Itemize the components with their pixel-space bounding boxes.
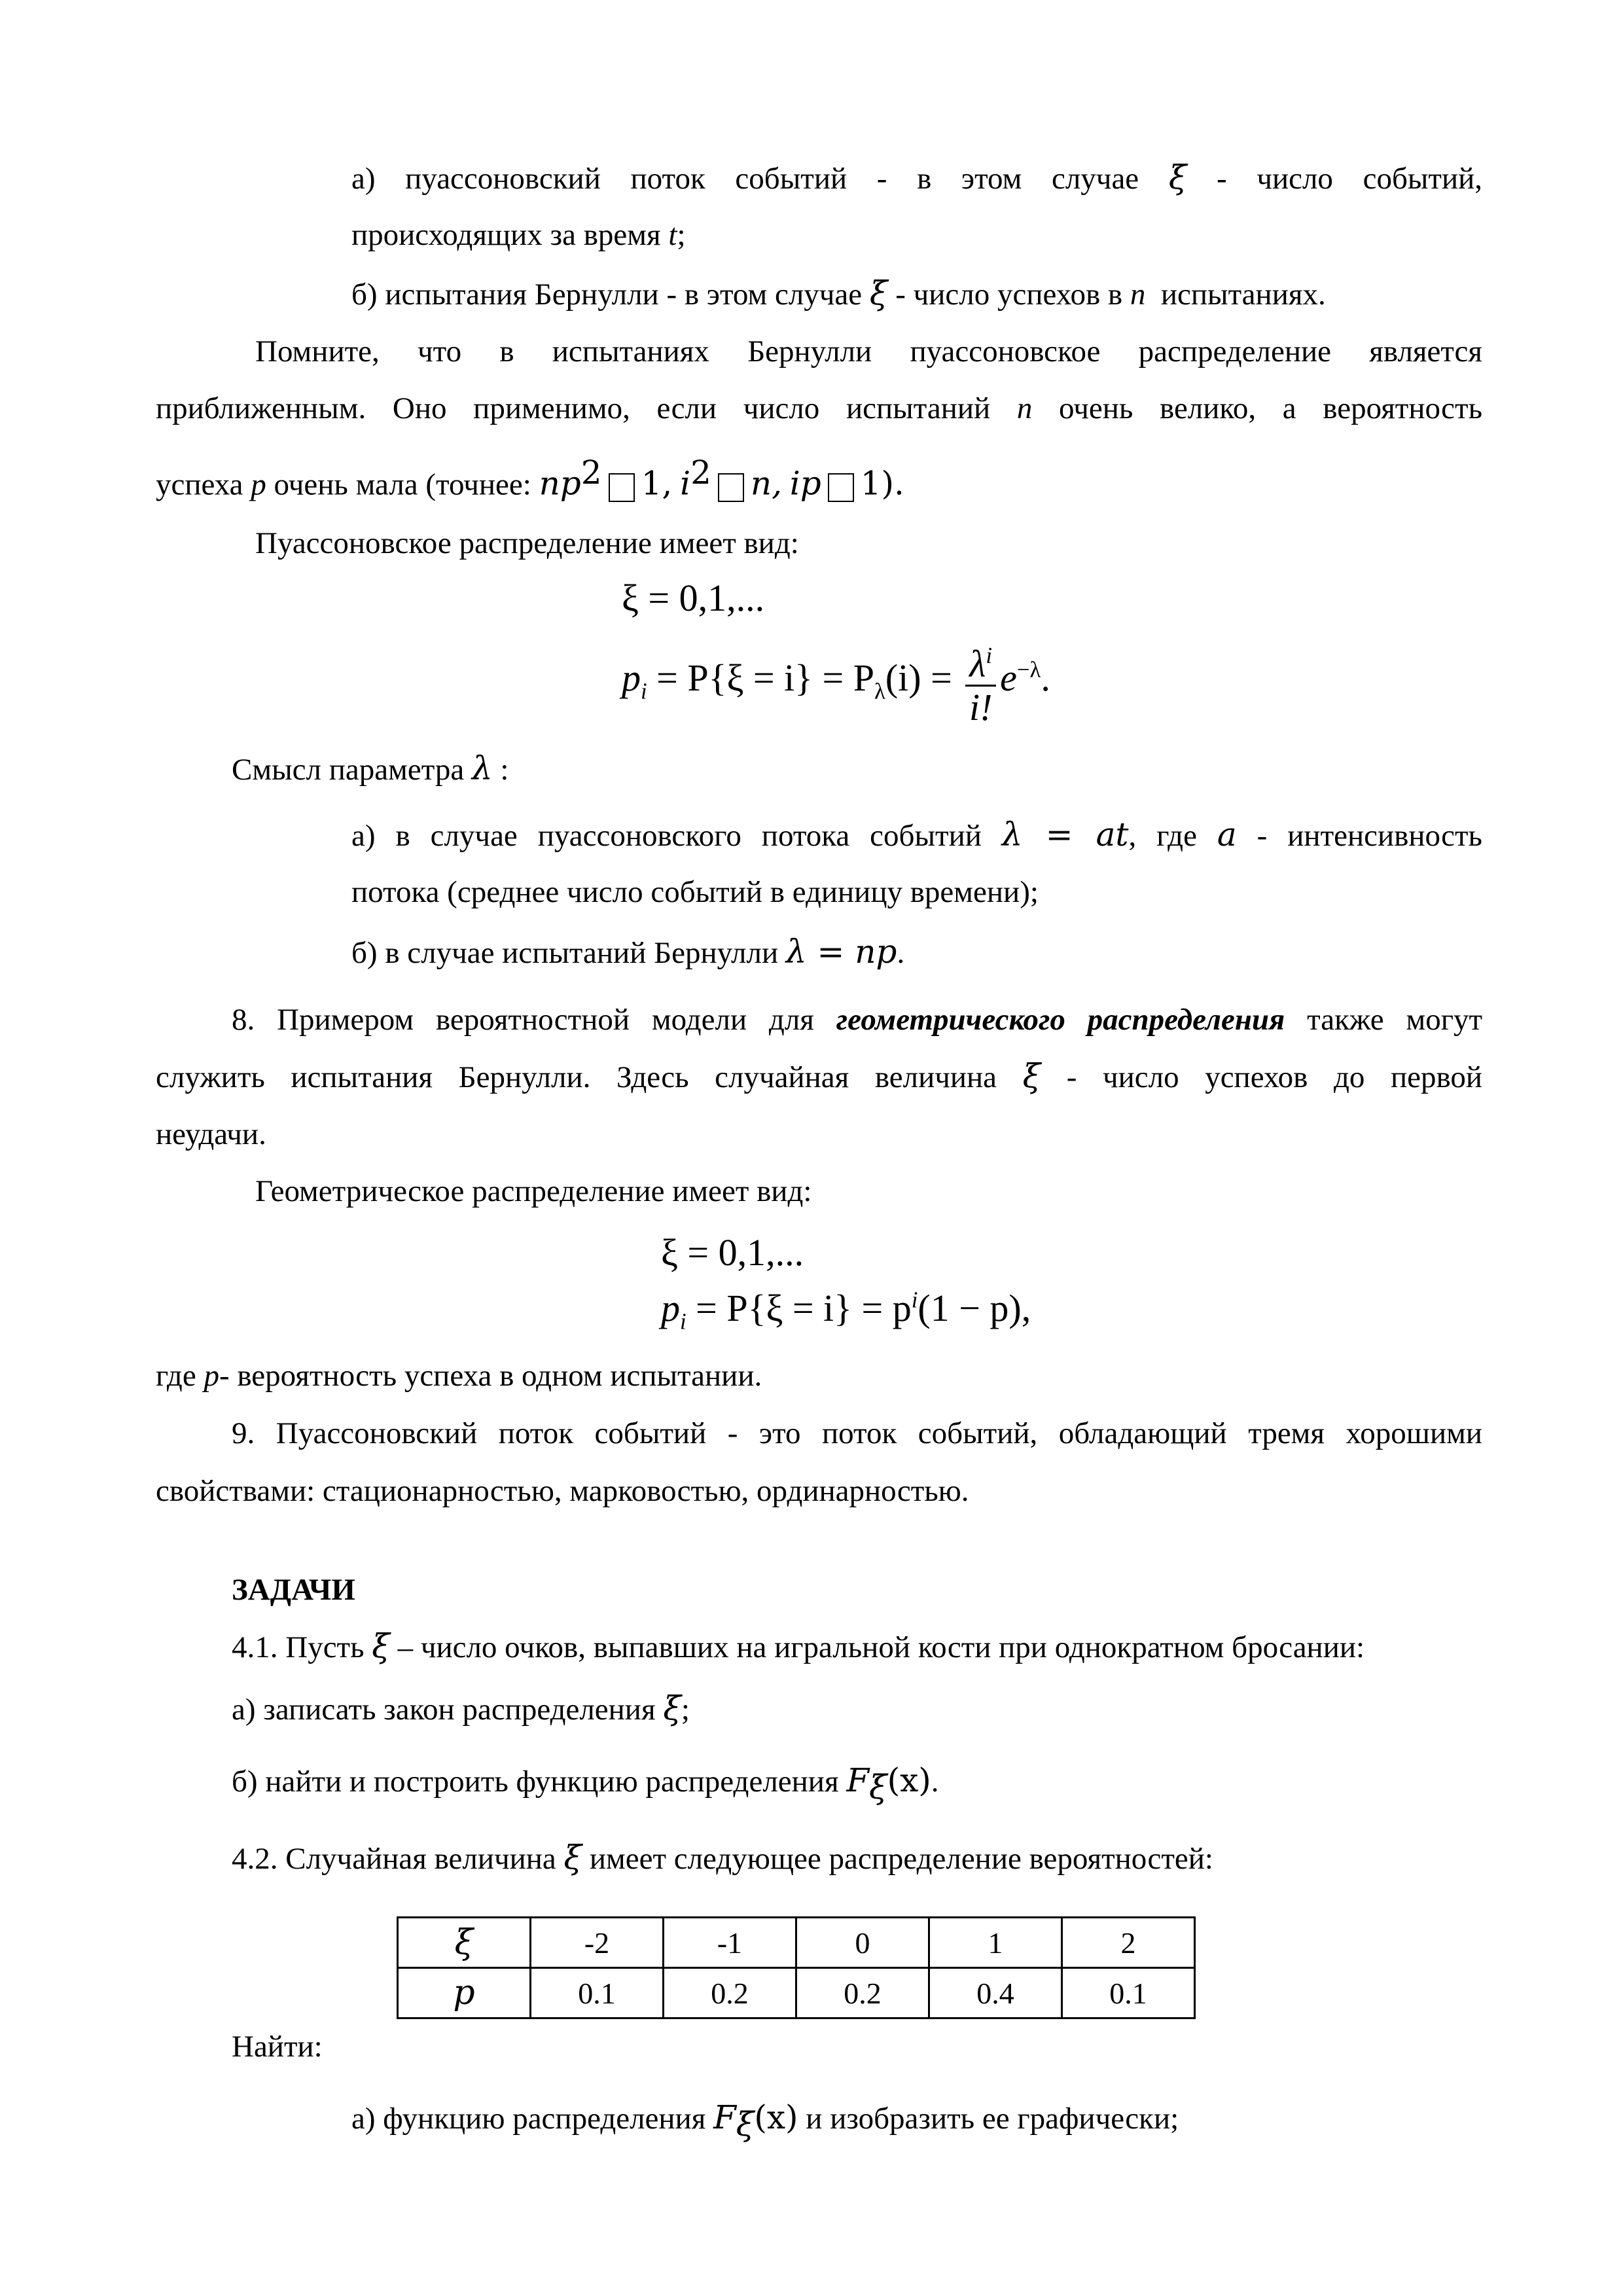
table-cell: 0.1 — [531, 1968, 664, 2018]
text: успеха — [156, 467, 243, 502]
paragraph-8-line1 — [232, 1000, 1482, 1039]
paragraph-9-line2 — [156, 1471, 969, 1511]
math-sub-xi: ξ — [736, 2105, 755, 2144]
xi-symbol: ξ — [372, 1627, 390, 1665]
math-sup: 2 — [580, 454, 602, 492]
xi-symbol: ξ — [563, 1839, 582, 1876]
math: 1). — [860, 464, 904, 503]
formula-lambda-at: λ = at — [1001, 816, 1129, 853]
math: (i) = — [885, 656, 952, 699]
table-cell: 0.2 — [796, 1968, 929, 2018]
var-n: n — [1130, 278, 1146, 312]
task-4-1-b — [232, 1761, 939, 1806]
paragraph-remember-line3 — [156, 453, 904, 505]
punct: . — [897, 936, 905, 970]
math-sub-i: i — [680, 1308, 687, 1335]
missing-glyph-icon — [828, 473, 854, 502]
text: Пуассоновское распределение имеет вид: — [255, 526, 799, 560]
text: 4.1. Пусть — [232, 1630, 365, 1664]
paragraph-8-line2 — [156, 1056, 1482, 1097]
text: Геометрическое распределение имеет вид: — [255, 1174, 812, 1208]
text: происходящих за время — [351, 218, 661, 252]
math: = P{ξ = i} = P — [656, 656, 874, 699]
math-np: np — [539, 464, 581, 503]
text: , где — [1128, 819, 1197, 853]
paragraph-remember-line1 — [255, 332, 1482, 371]
task-4-2-a — [351, 2098, 1179, 2144]
paragraph-poisson-flow-line1 — [351, 158, 1482, 198]
text: а) записать закон распределения — [232, 1693, 656, 1727]
text: а) в случае пуассоновского потока событий — [351, 819, 982, 853]
math-p: p — [661, 1287, 680, 1329]
table-header-p: p — [398, 1968, 531, 2018]
text: где — [156, 1359, 196, 1393]
formula-poisson — [622, 635, 1050, 728]
math-sub-xi: ξ — [869, 1768, 887, 1806]
punct: . — [931, 1765, 939, 1799]
var-p: p — [251, 467, 266, 502]
text: свойствами: стационарностью, марковостью, ординарностью. — [156, 1474, 969, 1508]
text: а) пуассоновский поток событий - в этом случае — [351, 162, 1139, 196]
find-label — [232, 2027, 323, 2066]
math-i: i — [680, 464, 691, 503]
paragraph-lambda-a-line2 — [351, 872, 1039, 912]
math-sub-i: i — [641, 678, 647, 704]
math-arg: (x) — [887, 1761, 931, 1799]
lambda-symbol: λ — [471, 749, 493, 787]
text: очень велико, а вероятность — [1059, 391, 1483, 425]
fraction — [965, 635, 996, 728]
math-e: e — [1000, 656, 1017, 699]
paragraph-8-line3 — [156, 1115, 266, 1154]
math-F: F — [846, 1761, 870, 1799]
math-sub-lambda: λ — [874, 678, 885, 704]
xi-symbol: ξ — [1168, 158, 1187, 196]
table-cell: -2 — [531, 1918, 664, 1968]
text: потока (среднее число событий в единицу времени); — [351, 875, 1039, 909]
paragraph-bernoulli — [351, 274, 1326, 314]
task-4-1-a — [232, 1689, 690, 1729]
text: испытаниях. — [1160, 278, 1326, 312]
text: также могут — [1307, 1003, 1483, 1037]
text: Помните, что в испытаниях Бернулли пуассоновское распределение является — [255, 334, 1482, 368]
var-n: n — [1016, 391, 1033, 425]
math-sup: 2 — [690, 454, 711, 492]
math: = P{ξ = i} = p — [696, 1287, 912, 1329]
table-cell: 1 — [929, 1918, 1062, 1968]
paragraph-geometric-form — [255, 1172, 812, 1211]
table-cell: 0.2 — [664, 1968, 796, 2018]
math-sup-i: i — [911, 1287, 918, 1313]
text: имеет следующее распределение вероятностей: — [589, 1842, 1213, 1876]
text: а) функцию распределения — [351, 2102, 706, 2136]
task-4-2 — [232, 1838, 1213, 1878]
text: б) найти и построить функцию распределения — [232, 1765, 839, 1799]
formula-xi-range — [622, 576, 764, 620]
paragraph-lambda-meaning — [232, 749, 508, 789]
text: Смысл параметра — [232, 753, 465, 787]
xi-symbol: ξ — [869, 274, 888, 312]
table-header-xi: ξ — [398, 1918, 531, 1968]
text: служить испытания Бернулли. Здесь случайная величина — [156, 1060, 997, 1094]
math: (1 − p), — [918, 1287, 1031, 1329]
table-row-values — [398, 1918, 1195, 1968]
formula-text: ξ = 0,1,... — [661, 1231, 804, 1274]
paragraph-poisson-form — [255, 524, 799, 563]
math-i-factorial: i! — [969, 686, 993, 729]
text: - число успехов в — [895, 278, 1123, 312]
task-4-1 — [232, 1626, 1364, 1667]
fraction-numerator — [965, 635, 996, 687]
text: - число успехов до первой — [1066, 1060, 1482, 1094]
fraction-denominator — [965, 687, 996, 728]
text: 4.2. Случайная величина — [232, 1842, 556, 1876]
math-exponent: −λ — [1016, 656, 1041, 683]
math-lambda: λ — [969, 642, 986, 685]
table-cell: 0.1 — [1062, 1968, 1195, 2018]
text: очень мала (точнее: — [274, 467, 531, 502]
table-cell: 2 — [1062, 1918, 1195, 1968]
math-ip: ip — [789, 464, 821, 503]
paragraph-lambda-b — [351, 932, 904, 973]
xi-symbol: ξ — [663, 1689, 681, 1727]
text: - число событий, — [1217, 162, 1483, 196]
text: б) в случае испытаний Бернулли — [351, 936, 779, 970]
formula-xi-range-2 — [661, 1230, 804, 1274]
formula-text: ξ = 0,1,... — [622, 577, 765, 619]
math-sup-i: i — [986, 643, 993, 668]
math-p: p — [622, 656, 641, 699]
formula-lambda-np: λ = np — [785, 933, 897, 971]
var-a: a — [1217, 816, 1237, 853]
text: 9. Пуассоновский поток событий - это поток событий, обладающий тремя хорошими — [232, 1416, 1482, 1450]
heading-text: ЗАДАЧИ — [232, 1573, 355, 1607]
table-row-probs — [398, 1968, 1195, 2018]
paragraph-9-line1 — [232, 1414, 1482, 1453]
missing-glyph-icon — [718, 473, 744, 502]
paragraph-lambda-a-line1 — [351, 815, 1482, 855]
missing-glyph-icon — [609, 473, 635, 502]
text: – число очков, выпавших на игральной кости при однократном бросании: — [397, 1630, 1365, 1664]
table-cell: 0.4 — [929, 1968, 1062, 2018]
text: и изобразить ее графически; — [806, 2102, 1179, 2136]
punct: ; — [681, 1693, 690, 1727]
formula-geometric — [661, 1286, 1031, 1335]
paragraph-poisson-flow-line2 — [351, 215, 686, 255]
text: - интенсивность — [1257, 819, 1482, 853]
tasks-heading — [232, 1570, 355, 1609]
paragraph-where-p — [156, 1356, 762, 1395]
text: Найти: — [232, 2030, 323, 2064]
var-p: p — [204, 1359, 219, 1393]
math-arg: (x) — [754, 2098, 798, 2136]
table-cell: -1 — [664, 1918, 796, 1968]
text: приближенным. Оно применимо, если число испытаний — [156, 391, 991, 425]
table-cell: 0 — [796, 1918, 929, 1968]
paragraph-remember-line2 — [156, 389, 1482, 428]
distribution-table — [397, 1916, 1196, 2019]
xi-symbol: ξ — [1022, 1057, 1041, 1095]
punct: . — [1041, 656, 1050, 699]
math-F: F — [713, 2098, 736, 2136]
math: n, — [750, 464, 782, 503]
text: неудачи. — [156, 1117, 266, 1151]
text: 8. Примером вероятностной модели для — [232, 1003, 814, 1037]
punct: : — [500, 753, 509, 787]
math: 1, — [641, 464, 673, 503]
text: б) испытания Бернулли - в этом случае — [351, 278, 863, 312]
var-t: t — [668, 218, 677, 252]
emphasis-geometric: геометрического распределения — [836, 1003, 1285, 1037]
punct: ; — [677, 218, 686, 252]
text: - вероятность успеха в одном испытании. — [219, 1359, 762, 1393]
